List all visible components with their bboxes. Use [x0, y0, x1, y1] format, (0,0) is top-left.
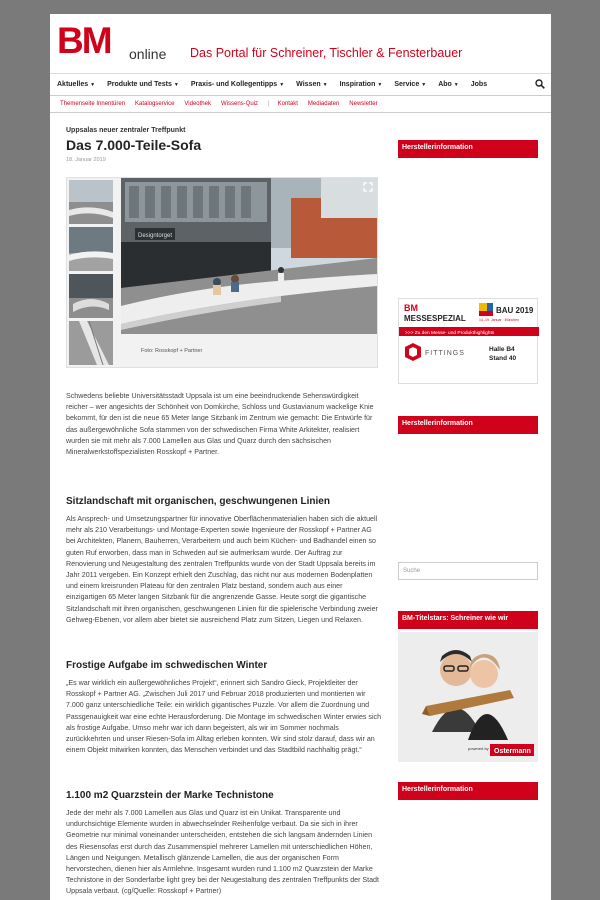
sidebar-divider — [398, 432, 538, 434]
gallery-thumbnail[interactable] — [69, 321, 113, 365]
nav-label: Praxis- und Kollegentipps — [190, 81, 278, 88]
ad-fittings: FITTINGS — [425, 350, 465, 357]
site-header — [50, 14, 551, 74]
sidebar-heading: BM-Titelstars: Schreiner wie wir — [398, 611, 538, 627]
subnav-divider: | — [268, 101, 270, 107]
titelstars-promo[interactable] — [398, 632, 538, 762]
nav-item-wissen[interactable] — [296, 81, 327, 88]
article-paragraph: Jede der mehr als 7.000 Lamellen aus Glas und Quarz ist ein Unikat. Transparente und undurchsichtige Elemente wurden in abwechselnder Reihenfolge verbaut. Da sie sich in ihrer Geometrie nur minimal voneinander unterscheiden, entstehen die sich langsam ändernden Linien des Riesensofas erst durch das Zusammenspiel mehrerer Lamellen mit unterschiedlichen Höhen, Längen und Neigungen. Metallisch glänzende Lamellen, die aus der organischen Form hervorstechen, dienen hier als Armlehne. Insgesamt wurden rund 1.100 m2 Quarzstein der Marke Technistone in der Sonderfarbe light grey bei der Neugestaltung des zentralen Treffpunkts der Stadt Uppsala verbaut. (cg/Quelle: Rosskopf + Partner) — [66, 809, 379, 896]
sidebar-divider — [398, 798, 538, 800]
subnav-item-innentueren[interactable]: Themenseite Innentüren — [60, 101, 126, 107]
article-date: 18. Januar 2019 — [66, 157, 106, 163]
sidebar-divider — [398, 156, 538, 158]
nav-item-produkte[interactable] — [107, 81, 179, 88]
sub-nav — [50, 96, 551, 113]
sponsor-logo-text: Ostermann — [494, 748, 531, 755]
nav-label: Aktuelles — [57, 81, 89, 88]
ad-link: >>> Zu den Messe- und Produkthighlights — [405, 331, 495, 336]
nav-label: Jobs — [470, 81, 488, 88]
expand-icon[interactable] — [363, 182, 373, 192]
caret-down-icon: ▼ — [322, 82, 328, 88]
article-intro: Schwedens beliebte Universitätsstadt Uppsala ist um eine beeindruckende Sehenswürdigkeit reicher – wer angesichts der Schönheit von Domkirche, Schloss und Gustavianum wackelige Knie bekommt, für den ist die neue 65 Meter lange Sitzbank im Zentrum wie gemacht: Die Entwürfe für das außergewöhnliche Sofa stammen von der schwedischen Firma White Arkitekter, realisiert wurden sie mit mehr als 7.000 Lamellen aus Glas und Quarz durch den sächsischen Mineralwerkstoffspezialisten Rosskopf + Partner. — [66, 392, 374, 457]
sidebar-search-input[interactable]: Suche — [398, 562, 538, 580]
messespezial-ad[interactable] — [398, 298, 538, 384]
caret-down-icon: ▼ — [421, 82, 427, 88]
image-sign-text: Designtorget — [138, 233, 173, 239]
image-caption: Foto: Rosskopf + Partner — [141, 348, 203, 354]
nav-item-service[interactable] — [394, 81, 426, 88]
subnav-item-videothek[interactable]: Videothek — [184, 101, 211, 107]
gallery-thumbnail[interactable] — [69, 227, 113, 271]
caret-down-icon: ▼ — [173, 82, 179, 88]
section-heading: Frostige Aufgabe im schwedischen Winter — [66, 660, 268, 671]
nav-label: Produkte und Tests — [107, 81, 172, 88]
ad-stand: Stand 40 — [489, 355, 517, 362]
subnav-item-mediadaten[interactable]: Mediadaten — [307, 101, 340, 107]
nav-label: Abo — [438, 81, 452, 88]
ad-bau-title: BAU 2019 — [496, 306, 534, 315]
image-gallery — [66, 177, 378, 368]
main-nav — [50, 74, 551, 96]
section-heading: Sitzlandschaft mit organischen, geschwungenen Linien — [66, 496, 330, 507]
nav-item-praxis[interactable] — [191, 81, 284, 88]
ad-brand-bottom: MESSESPEZIAL — [404, 314, 466, 323]
caret-down-icon: ▼ — [453, 82, 459, 88]
search-icon[interactable] — [535, 79, 545, 89]
nav-label: Wissen — [296, 81, 321, 88]
nav-item-abo[interactable] — [438, 81, 459, 88]
ad-hall: Halle B4 — [489, 346, 515, 353]
article-kicker: Uppsalas neuer zentraler Treffpunkt — [66, 127, 186, 134]
page — [50, 14, 551, 900]
sidebar-heading: Herstellerinformation — [398, 416, 538, 432]
gallery-thumbnail[interactable] — [69, 180, 113, 224]
powered-by-label: powered by — [468, 746, 489, 751]
sidebar-divider — [398, 627, 538, 629]
gallery-thumbnail[interactable] — [69, 274, 113, 318]
logo-online[interactable]: online — [129, 46, 167, 62]
logo-bm[interactable]: BM — [57, 20, 111, 61]
caret-down-icon: ▼ — [377, 82, 383, 88]
site-tagline: Das Portal für Schreiner, Tischler & Fensterbauer — [190, 46, 463, 60]
nav-item-jobs[interactable] — [471, 81, 487, 88]
caret-down-icon: ▼ — [279, 82, 285, 88]
caret-down-icon: ▼ — [90, 82, 96, 88]
nav-item-aktuelles[interactable] — [57, 81, 95, 88]
sidebar-heading: Herstellerinformation — [398, 140, 538, 156]
nav-item-inspiration[interactable] — [340, 81, 383, 88]
main-article-image[interactable] — [121, 178, 377, 334]
subnav-item-quiz[interactable]: Wissens-Quiz — [220, 101, 258, 107]
article-title: Das 7.000-Teile-Sofa — [66, 137, 202, 153]
sidebar-heading: Herstellerinformation — [398, 782, 538, 798]
article-paragraph: „Es war wirklich ein außergewöhnliches Projekt“, erinnert sich Sandro Gieck, Projektleiter der Rosskopf + Partner AG. „Zwischen Juli 2017 und Februar 2018 produzierten und montierten wir 7.000 ganz unterschiedliche Teile: ein wirklich gigantisches Puzzle. Vor allem die Zuordnung und Passgenauigkeit war eine echte Herausforderung. Die Montage im schwedischen Winter erwies sich als frostige Aufgabe. Umso mehr war ich dann begeistert, als wir im Sommer nochmals zurückkehrten und unser Riesen-Sofa im Alltag erleben konnten. Wir sind stolz darauf, dass wir an einem Objekt mitwirken konnten, das Menschen verbindet und das Stadtbild nachhaltig prägt.“ — [66, 679, 382, 755]
section-heading: 1.100 m2 Quarzstein der Marke Technistone — [66, 790, 274, 801]
nav-label: Inspiration — [339, 81, 376, 88]
subnav-item-kontakt[interactable]: Kontakt — [277, 101, 298, 107]
subnav-item-newsletter[interactable]: Newsletter — [349, 101, 378, 107]
article-paragraph: Als Ansprech- und Umsetzungspartner für innovative Oberflächenmaterialien haben sich die aktuell mehr als 210 Verarbeitungs- und Montage-Experten sowie Ingenieure der Rosskopf + Partner AG bei Architekten, Planern, Bauherren, Verarbeitern und auch beim Küchen- und Badhandel einen so guten Ruf erworben, dass man in Schweden auf sie aufmerksam wurde. Der Auftrag zur Renovierung und Neugestaltung des zentralen Treffpunkts wurde von der Stadt Uppsala bereits im Jahr 2011 vergeben. Ein Konzept erhielt den Zuschlag, das nicht nur aus modernen Bodenplatten und einem kreisrunden Plateau für den zentralen Platz bestand, sondern auch aus einer einzigartigen 65 Meter langen Sitzbank für die angrenzende Gasse. Heute sorgt die gigantische Sitzlandschaft mit ihren organischen, geschwungenen Linien für die spielerische Verbindung zweier Gehweg-Ebenen, vor allem aber bietet sie ausreichend Platz zum Sitzen, Liegen und Relaxen. — [66, 515, 378, 624]
subnav-item-katalogservice[interactable]: Katalogservice — [135, 101, 175, 107]
nav-label: Service — [394, 81, 420, 88]
ad-bau-sub: 14.-19. Januar · München — [479, 318, 520, 322]
ad-brand-top: BM — [404, 303, 418, 313]
